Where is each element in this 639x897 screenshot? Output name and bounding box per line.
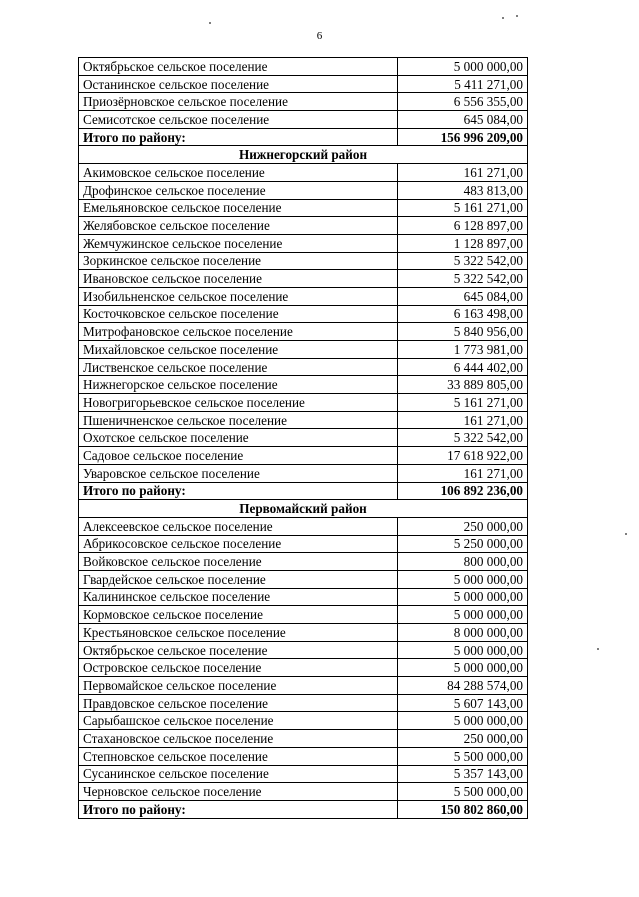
budget-allocation-table xyxy=(78,57,528,819)
settlement-name: Дрофинское сельское поселение xyxy=(79,181,398,199)
settlement-name: Уваровское сельское поселение xyxy=(79,464,398,482)
settlement-name: Кормовское сельское поселение xyxy=(79,606,398,624)
total-amount: 150 802 860,00 xyxy=(398,800,528,818)
settlement-amount: 17 618 922,00 xyxy=(398,447,528,465)
settlement-name: Нижнегорское сельское поселение xyxy=(79,376,398,394)
scan-speck xyxy=(625,533,627,535)
table-row xyxy=(79,429,528,447)
settlement-amount: 5 000 000,00 xyxy=(398,570,528,588)
settlement-amount: 84 288 574,00 xyxy=(398,677,528,695)
settlement-name: Михайловское сельское поселение xyxy=(79,341,398,359)
table-row xyxy=(79,553,528,571)
settlement-amount: 250 000,00 xyxy=(398,517,528,535)
settlement-name: Октябрьское сельское поселение xyxy=(79,58,398,76)
table-row xyxy=(79,252,528,270)
district-header-row xyxy=(79,500,528,518)
settlement-name: Пшеничненское сельское поселение xyxy=(79,411,398,429)
table-row xyxy=(79,659,528,677)
total-label: Итого по району: xyxy=(79,482,398,500)
settlement-name: Гвардейское сельское поселение xyxy=(79,570,398,588)
table-row xyxy=(79,376,528,394)
table-row xyxy=(79,199,528,217)
scan-speck xyxy=(597,648,599,650)
settlement-name: Изобильненское сельское поселение xyxy=(79,287,398,305)
settlement-amount: 161 271,00 xyxy=(398,164,528,182)
table-row xyxy=(79,624,528,642)
settlement-amount: 5 322 542,00 xyxy=(398,429,528,447)
settlement-name: Первомайское сельское поселение xyxy=(79,677,398,695)
settlement-amount: 33 889 805,00 xyxy=(398,376,528,394)
table-row xyxy=(79,58,528,76)
table-row xyxy=(79,730,528,748)
table-row xyxy=(79,694,528,712)
settlement-amount: 5 411 271,00 xyxy=(398,75,528,93)
settlement-amount: 483 813,00 xyxy=(398,181,528,199)
settlement-name: Садовое сельское поселение xyxy=(79,447,398,465)
settlement-amount: 5 000 000,00 xyxy=(398,58,528,76)
settlement-name: Калининское сельское поселение xyxy=(79,588,398,606)
settlement-amount: 5 500 000,00 xyxy=(398,783,528,801)
district-name: Нижнегорский район xyxy=(79,146,528,164)
table-row xyxy=(79,464,528,482)
settlement-amount: 1 128 897,00 xyxy=(398,234,528,252)
settlement-amount: 6 163 498,00 xyxy=(398,305,528,323)
scan-speck xyxy=(516,15,518,17)
settlement-name: Сусанинское сельское поселение xyxy=(79,765,398,783)
table-row xyxy=(79,447,528,465)
settlement-name: Октябрьское сельское поселение xyxy=(79,641,398,659)
settlement-amount: 5 322 542,00 xyxy=(398,270,528,288)
table-row xyxy=(79,588,528,606)
settlement-amount: 645 084,00 xyxy=(398,111,528,129)
table-row xyxy=(79,411,528,429)
settlement-name: Семисотское сельское поселение xyxy=(79,111,398,129)
settlement-amount: 5 161 271,00 xyxy=(398,394,528,412)
settlement-amount: 5 322 542,00 xyxy=(398,252,528,270)
table-row xyxy=(79,270,528,288)
settlement-name: Алексеевское сельское поселение xyxy=(79,517,398,535)
settlement-name: Стахановское сельское поселение xyxy=(79,730,398,748)
settlement-name: Лиственское сельское поселение xyxy=(79,358,398,376)
table-row xyxy=(79,517,528,535)
table-row xyxy=(79,783,528,801)
table-row xyxy=(79,341,528,359)
district-total-row xyxy=(79,482,528,500)
table-row xyxy=(79,181,528,199)
table-row xyxy=(79,305,528,323)
settlement-name: Правдовское сельское поселение xyxy=(79,694,398,712)
settlement-amount: 6 556 355,00 xyxy=(398,93,528,111)
table-row xyxy=(79,93,528,111)
settlement-name: Островское сельское поселение xyxy=(79,659,398,677)
table-row xyxy=(79,606,528,624)
settlement-amount: 5 161 271,00 xyxy=(398,199,528,217)
settlement-name: Косточковское сельское поселение xyxy=(79,305,398,323)
table-row xyxy=(79,287,528,305)
scan-speck xyxy=(502,17,504,19)
settlement-amount: 6 128 897,00 xyxy=(398,217,528,235)
table-row xyxy=(79,75,528,93)
settlement-name: Зоркинское сельское поселение xyxy=(79,252,398,270)
settlement-name: Митрофановское сельское поселение xyxy=(79,323,398,341)
table-row xyxy=(79,217,528,235)
settlement-amount: 5 000 000,00 xyxy=(398,588,528,606)
settlement-amount: 250 000,00 xyxy=(398,730,528,748)
settlement-name: Абрикосовское сельское поселение xyxy=(79,535,398,553)
settlement-amount: 5 357 143,00 xyxy=(398,765,528,783)
settlement-amount: 5 000 000,00 xyxy=(398,659,528,677)
settlement-amount: 5 000 000,00 xyxy=(398,606,528,624)
table-row xyxy=(79,394,528,412)
district-name: Первомайский район xyxy=(79,500,528,518)
table-row xyxy=(79,641,528,659)
settlement-amount: 161 271,00 xyxy=(398,411,528,429)
settlement-amount: 5 250 000,00 xyxy=(398,535,528,553)
settlement-name: Желябовское сельское поселение xyxy=(79,217,398,235)
settlement-name: Крестьяновское сельское поселение xyxy=(79,624,398,642)
settlement-name: Охотское сельское поселение xyxy=(79,429,398,447)
settlement-amount: 800 000,00 xyxy=(398,553,528,571)
district-total-row xyxy=(79,800,528,818)
scan-speck xyxy=(209,22,211,24)
settlement-name: Степновское сельское поселение xyxy=(79,747,398,765)
table-row xyxy=(79,358,528,376)
settlement-name: Черновское сельское поселение xyxy=(79,783,398,801)
page-number: 6 xyxy=(316,30,323,42)
district-total-row xyxy=(79,128,528,146)
settlement-amount: 8 000 000,00 xyxy=(398,624,528,642)
district-header-row xyxy=(79,146,528,164)
settlement-amount: 6 444 402,00 xyxy=(398,358,528,376)
settlement-amount: 5 607 143,00 xyxy=(398,694,528,712)
table-row xyxy=(79,111,528,129)
settlement-name: Новогригорьевское сельское поселение xyxy=(79,394,398,412)
total-label: Итого по району: xyxy=(79,128,398,146)
settlement-amount: 161 271,00 xyxy=(398,464,528,482)
table-row xyxy=(79,765,528,783)
settlement-amount: 5 840 956,00 xyxy=(398,323,528,341)
table-row xyxy=(79,570,528,588)
table-row xyxy=(79,234,528,252)
total-amount: 106 892 236,00 xyxy=(398,482,528,500)
table-row xyxy=(79,164,528,182)
table-row xyxy=(79,677,528,695)
settlement-amount: 1 773 981,00 xyxy=(398,341,528,359)
total-label: Итого по району: xyxy=(79,800,398,818)
settlement-name: Емельяновское сельское поселение xyxy=(79,199,398,217)
table-row xyxy=(79,535,528,553)
settlement-name: Войковское сельское поселение xyxy=(79,553,398,571)
settlement-amount: 5 000 000,00 xyxy=(398,712,528,730)
table-row xyxy=(79,712,528,730)
settlement-name: Приозёрновское сельское поселение xyxy=(79,93,398,111)
settlement-name: Останинское сельское поселение xyxy=(79,75,398,93)
settlement-name: Сарыбашское сельское поселение xyxy=(79,712,398,730)
settlement-name: Акимовское сельское поселение xyxy=(79,164,398,182)
table-row xyxy=(79,323,528,341)
table-row xyxy=(79,747,528,765)
settlement-amount: 645 084,00 xyxy=(398,287,528,305)
settlement-amount: 5 500 000,00 xyxy=(398,747,528,765)
total-amount: 156 996 209,00 xyxy=(398,128,528,146)
settlement-name: Жемчужинское сельское поселение xyxy=(79,234,398,252)
settlement-amount: 5 000 000,00 xyxy=(398,641,528,659)
settlement-name: Ивановское сельское поселение xyxy=(79,270,398,288)
